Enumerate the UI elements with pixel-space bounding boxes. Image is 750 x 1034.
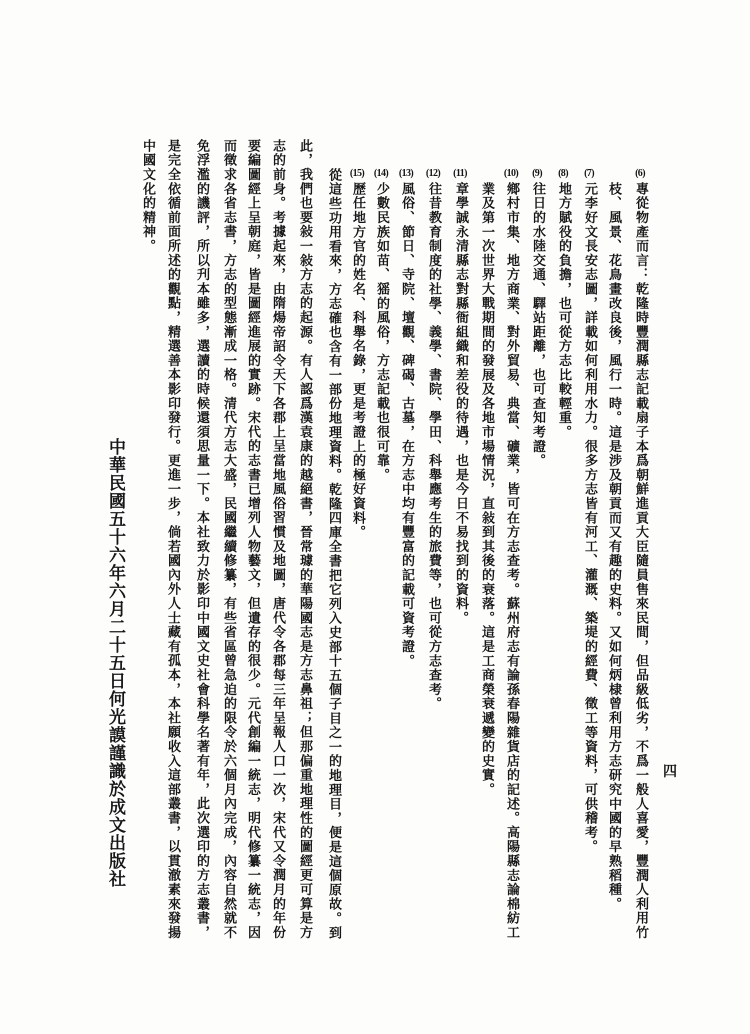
list-item-label-8: (8) xyxy=(558,168,568,179)
paragraph-line-7: 是完全依循前面所述的觀點，精選善本影印發行。更進一步，倘若國內外人士藏有孤本，本社願收入這部叢書，以貫澈素來發揚 xyxy=(165,139,180,940)
list-item-10-line-1: 鄉村市集、地方商業、對外貿易、典當、礦業，皆可在方志查考。蘇州府志有論孫春陽雜貨店的記述。高陽縣志論棉紡工 xyxy=(504,182,519,940)
paragraph-line-4: 要編圖經上呈朝庭，皆是圖經進展的實跡。宋代的志書已增列人物藝文，但遺存的很少。元代創編一統志，明代修纂一統志，因 xyxy=(245,139,260,940)
list-item-14-line-1: 少數民族如苗、猺的風俗，方志記載也很可靠。 xyxy=(374,182,389,483)
list-item-12-line-1: 往昔教育制度的社學、義學、書院、學田、科舉應考生的旅費等，也可從方志查考。 xyxy=(426,182,441,712)
list-item-9-line-1: 往日的水陸交通、驛站距離，也可查知考證。 xyxy=(530,182,545,468)
list-item-13-line-1: 風俗、節日、寺院、壇觀、碑碣、古墓，在方志中均有豐富的記載可資考證。 xyxy=(399,182,414,669)
signature-date-line: 中華民國五十六年六月二十五日何光謨謹識於成文出版社 xyxy=(105,438,125,888)
list-item-label-14: (14) xyxy=(373,168,389,179)
list-item-15-line-1: 歷任地方官的姓名、科舉名錄，更是考證上的極好資料。 xyxy=(350,182,365,540)
list-item-10-line-2: 業及第一次世界大戰期間的發展及各地市場情況，直敍到其後的衰落。這是工商榮衰遞變的史實。 xyxy=(479,182,494,797)
paragraph-line-1: 從這些功用看來，方志確也含有一部份地理資料。乾隆四庫全書把它列入史部十五個子目之一的地理目，便是這個原故。到 xyxy=(326,168,341,941)
paragraph-line-6: 免浮濫的譏評，所以刋本雖多，選讀的時候還須思量一下。本社致力於影印中國文史社會科學名著有年，此次選印的方志叢書， xyxy=(194,139,209,940)
list-item-label-15: (15) xyxy=(349,168,365,179)
paragraph-line-3: 志的前身。考據起來，由隋煬帝詔令天下各郡上呈當地風俗習慣及地圖，唐代令各郡每三年呈報人口一次，宋代又令潤月的年份 xyxy=(270,139,285,940)
paragraph-line-2: 此，我們也要敍一敍方志的起源。有人認爲漢袁康的越絕書，晉常璩的華陽國志是方志鼻祖；但那偏重地理性的圖經更可算是方 xyxy=(297,139,312,940)
list-item-label-11: (11) xyxy=(453,168,467,179)
list-item-label-13: (13) xyxy=(398,168,414,179)
list-item-6-line-1: 專從物產而言：乾隆時豐潤縣志記載扇子本爲朝鮮進貢大臣隨員售來民間，但品級低劣，不爲一般人喜愛，豐潤人利用竹 xyxy=(633,182,648,940)
list-item-label-7: (7) xyxy=(584,168,594,179)
list-item-6-line-2: 枝、風景、花鳥畫改良後，風行一時。這是涉及朝貢而又有趣的史料。又如何炳棣曾利用方志研究中國的早熟稻種。 xyxy=(606,182,621,912)
list-item-8-line-1: 地方賦役的負擔，也可從方志比較輕重。 xyxy=(556,182,571,440)
list-item-label-6: (6) xyxy=(635,168,645,179)
list-item-label-9: (9) xyxy=(532,168,542,179)
list-item-7-line-1: 元李好文長安志圖，詳載如何利用水力。很多方志皆有河工、灌溉、築堤的經費、徵工等資料，可供稽考。 xyxy=(582,182,597,855)
list-item-label-10: (10) xyxy=(503,168,519,179)
list-item-11-line-1: 章學誠永清縣志對縣衙組織和差役的待遇，也是今日不易找到的資料。 xyxy=(453,182,468,626)
paragraph-line-5: 而徵求各省志書，方志的型態漸成一格。清代方志大盛，民國繼續修纂，有些省區曾急迫的限令於六個月內完成，內容自然就不 xyxy=(221,139,236,940)
list-item-label-12: (12) xyxy=(425,168,441,179)
paragraph-line-8: 中國文化的精神。 xyxy=(140,139,155,254)
page-number: 四 xyxy=(663,764,677,780)
